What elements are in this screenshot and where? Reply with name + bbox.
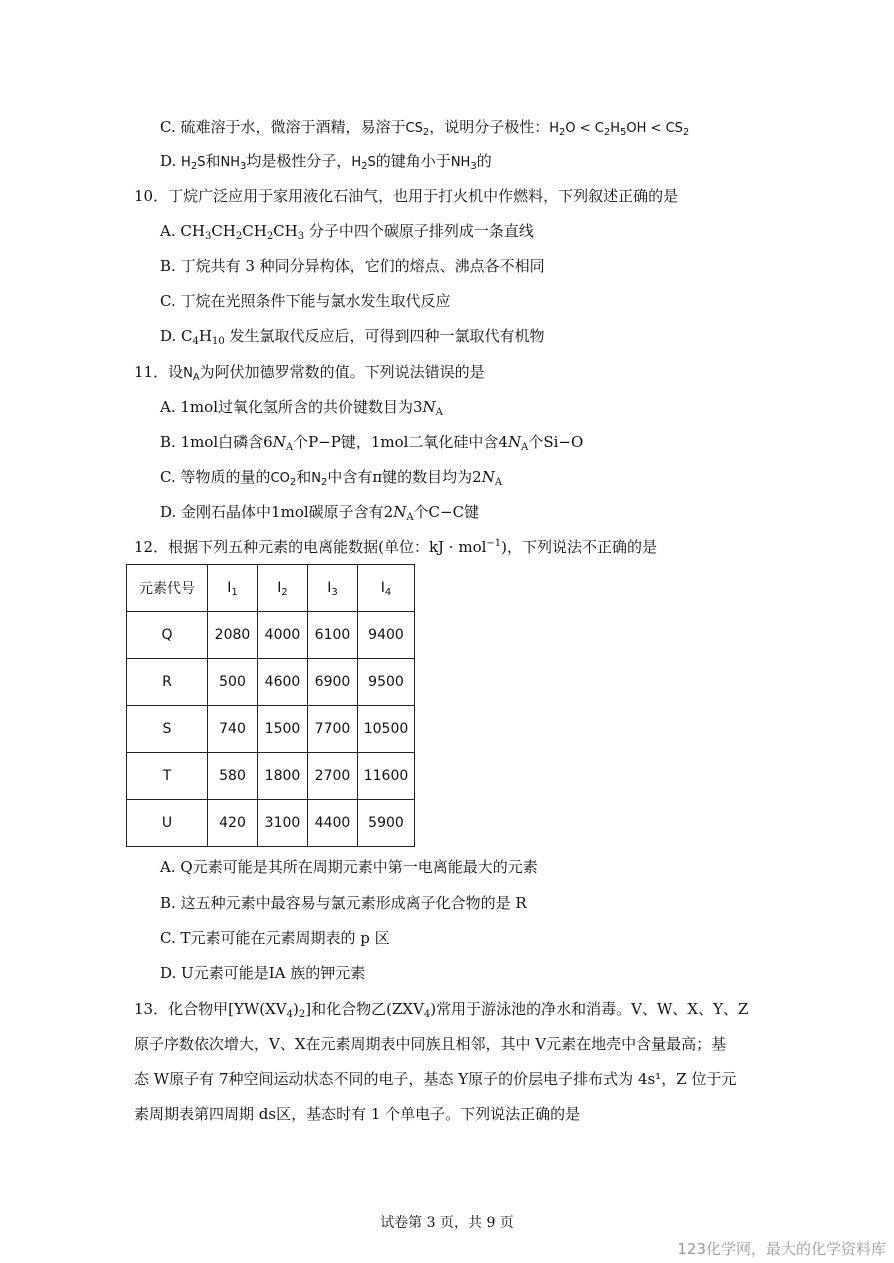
table-cell: U (127, 800, 208, 847)
table-header-cell: 元素代号 (127, 565, 208, 612)
table-cell: 4400 (308, 800, 358, 847)
table-row (127, 753, 415, 800)
table-header-cell: $I_4$ (358, 565, 415, 612)
q10-option-a: A. $CH_3CH_2CH_2CH_3$ 分子中四个碳原子排列成一条直线 (160, 222, 534, 242)
q12-stem: 12．根据下列五种元素的电离能数据(单位：kJ · mol$^{-1}$)，下列说法不正确的是 (134, 538, 658, 556)
q12-option-b: B. 这五种元素中最容易与氯元素形成离子化合物的是 R (160, 894, 527, 912)
q13-stem-line-4: 素周期表第四周期 ds区，基态时有 1 个单电子。下列说法正确的是 (134, 1105, 581, 1123)
table-cell: 2700 (308, 753, 358, 800)
q11-option-d: D. 金刚石晶体中1mol碳原子含有$2N_A$个C−C键 (160, 503, 480, 523)
table-cell: 10500 (358, 706, 415, 753)
q10-stem: 10．丁烷广泛应用于家用液化石油气，也用于打火机中作燃料，下列叙述正确的是 (134, 187, 679, 205)
table-cell: 6900 (308, 659, 358, 706)
table-cell: 740 (208, 706, 258, 753)
table-header-cell: $I_3$ (308, 565, 358, 612)
q9-option-d: D. $H_2S$和$NH_3$均是极性分子，$H_2S$的键角小于$NH_3$的 (160, 152, 492, 172)
q11-option-c: C. 等物质的量的$CO_2$和$N_2$中含有π键的数目均为$2N_A$ (160, 468, 503, 488)
table-cell: Q (127, 612, 208, 659)
q10-option-c: C. 丁烷在光照条件下能与氯水发生取代反应 (160, 292, 451, 310)
table-row (127, 659, 415, 706)
ionization-energy-table (126, 564, 415, 847)
q10-option-b: B. 丁烷共有 3 种同分异构体，它们的熔点、沸点各不相同 (160, 257, 545, 275)
table-cell: 420 (208, 800, 258, 847)
table-row (127, 706, 415, 753)
q13-stem-line-1: 13．化合物甲$[YW(XV_4)_2]$和化合物乙$(ZXV_4)$常用于游泳池的净水和消毒。V、W、X、Y、Z (134, 1000, 749, 1020)
q13-stem-line-2: 原子序数依次增大，V、X在元素周期表中同族且相邻，其中 V元素在地壳中含量最高；基 (134, 1035, 727, 1053)
q11-option-a: A. 1mol过氧化氢所含的共价键数目为$3N_A$ (160, 398, 443, 418)
table-header-cell: $I_2$ (258, 565, 308, 612)
table-cell: S (127, 706, 208, 753)
table-cell: 2080 (208, 612, 258, 659)
table-cell: 7700 (308, 706, 358, 753)
q11-stem: 11．设$N_A$为阿伏加德罗常数的值。下列说法错误的是 (134, 363, 485, 383)
q11-option-b: B. 1mol白磷含$6N_A$个P−P键，1mol二氧化硅中含$4N_A$个Si−O (160, 433, 584, 453)
watermark: 123化学网，最大的化学资料库 (677, 1240, 886, 1258)
q12-option-d: D. U元素可能是IA 族的钾元素 (160, 964, 366, 982)
table-row (127, 612, 415, 659)
table-cell: 4600 (258, 659, 308, 706)
table-cell: 6100 (308, 612, 358, 659)
table-cell: 3100 (258, 800, 308, 847)
table-row (127, 800, 415, 847)
table-cell: 4000 (258, 612, 308, 659)
table-cell: 5900 (358, 800, 415, 847)
table-cell: 1500 (258, 706, 308, 753)
q9-option-c: C. 硫难溶于水，微溶于酒精，易溶于$CS_2$，说明分子极性：$H_2O < C_2H_5OH < CS_2$ (160, 118, 690, 138)
table-cell: 1800 (258, 753, 308, 800)
table-cell: 580 (208, 753, 258, 800)
table-cell: 9400 (358, 612, 415, 659)
q13-stem-line-3: 态 W原子有 7种空间运动状态不同的电子，基态 Y原子的价层电子排布式为 4s¹，Z 位于元 (134, 1070, 737, 1088)
q12-option-c: C. T元素可能在元素周期表的 p 区 (160, 929, 390, 947)
table-cell: T (127, 753, 208, 800)
table-header-row (127, 565, 415, 612)
page-footer: 试卷第 3 页，共 9 页 (380, 1215, 514, 1231)
table-cell: 11600 (358, 753, 415, 800)
q12-option-a: A. Q元素可能是其所在周期元素中第一电离能最大的元素 (160, 858, 538, 876)
q10-option-d: D. $C_4H_{10}$ 发生氯取代反应后，可得到四种一氯取代有机物 (160, 327, 545, 347)
table-cell: 9500 (358, 659, 415, 706)
table-cell: 500 (208, 659, 258, 706)
table-cell: R (127, 659, 208, 706)
table-header-cell: $I_1$ (208, 565, 258, 612)
